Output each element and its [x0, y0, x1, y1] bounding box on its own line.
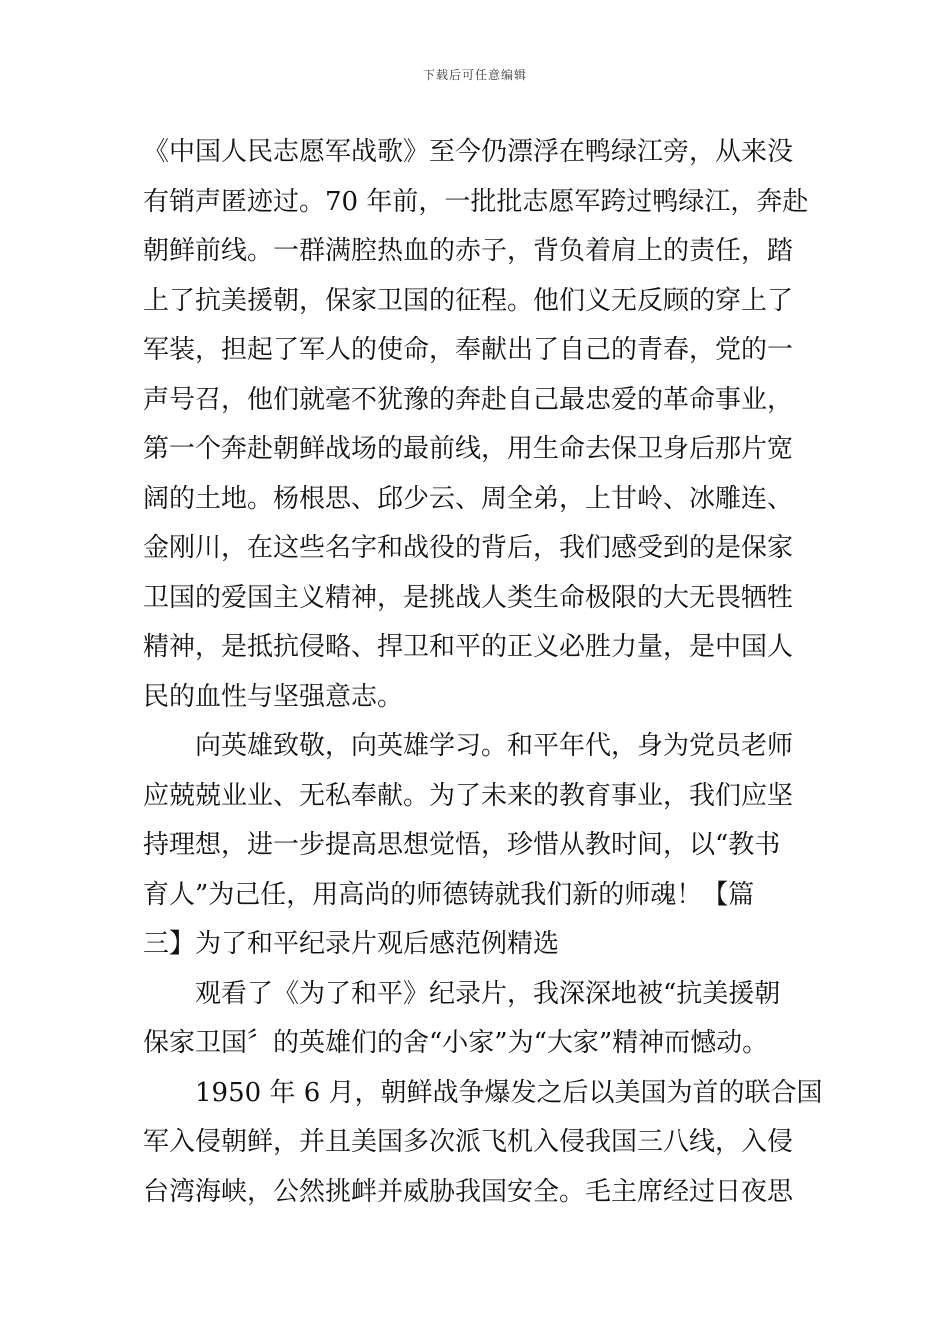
text-line: 军入侵朝鲜，并且美国多次派飞机入侵我国三八线，入侵	[143, 1127, 794, 1157]
text-line: 金刚川，在这些名字和战役的背后，我们感受到的是保家	[143, 533, 794, 563]
document-body	[143, 128, 823, 1217]
text-line: 民的血性与坚强意志。	[143, 681, 404, 712]
paragraph-start-line: 1950 年 6 月，朝鲜战争爆发之后以美国为首的联合国	[195, 1077, 823, 1108]
text-line: 育人”为己任，用高尚的师德铸就我们新的师魂！【篇	[143, 879, 755, 910]
text-line: 第一个奔赴朝鲜战场的最前线，用生命去保卫身后那片宽	[143, 434, 794, 464]
paragraph-start-line: 观看了《为了和平》纪录片，我深深地被“抗美援朝	[195, 978, 781, 1009]
text-line: 朝鲜前线。一群满腔热血的赤子，背负着肩上的责任，踏	[143, 236, 794, 266]
text-line: 声号召，他们就毫不犹豫的奔赴自己最忠爱的革命事业，	[143, 384, 794, 415]
text-line: 有销声匿迹过。70 年前，一批批志愿军跨过鸭绿江，奔赴	[143, 186, 809, 217]
text-line: 上了抗美援朝，保家卫国的征程。他们义无反顾的穿上了	[143, 285, 794, 316]
text-line: 精神，是抵抗侵略、捍卫和平的正义必胜力量，是中国人	[143, 632, 794, 662]
page-header: 下载后可任意编辑	[422, 68, 527, 82]
text-line: 军装，担起了军人的使命，奉献出了自己的青春，党的一	[143, 335, 794, 365]
text-line: 保家卫国〞的英雄们的舍“小家”为“大家”精神而憾动。	[143, 1028, 769, 1058]
text-line: 卫国的爱国主义精神，是挑战人类生命极限的大无畏牺牲	[143, 582, 794, 613]
text-line: 应兢兢业业、无私奉献。为了未来的教育事业，我们应坚	[143, 780, 794, 811]
text-line: 台湾海峡，公然挑衅并威胁我国安全。毛主席经过日夜思	[143, 1176, 794, 1207]
paragraph-start-line: 向英雄致敬，向英雄学习。和平年代，身为党员老师	[195, 731, 794, 761]
text-line: 《中国人民志愿军战歌》至今仍漂浮在鸭绿江旁，从来没	[143, 137, 794, 167]
text-line: 三】为了和平纪录片观后感范例精选	[143, 929, 560, 959]
text-line: 持理想，进一步提高思想觉悟，珍惜从教时间，以“教书	[143, 830, 781, 860]
text-line: 阔的土地。杨根思、邱少云、周全弟，上甘岭、冰雕连、	[143, 483, 794, 514]
